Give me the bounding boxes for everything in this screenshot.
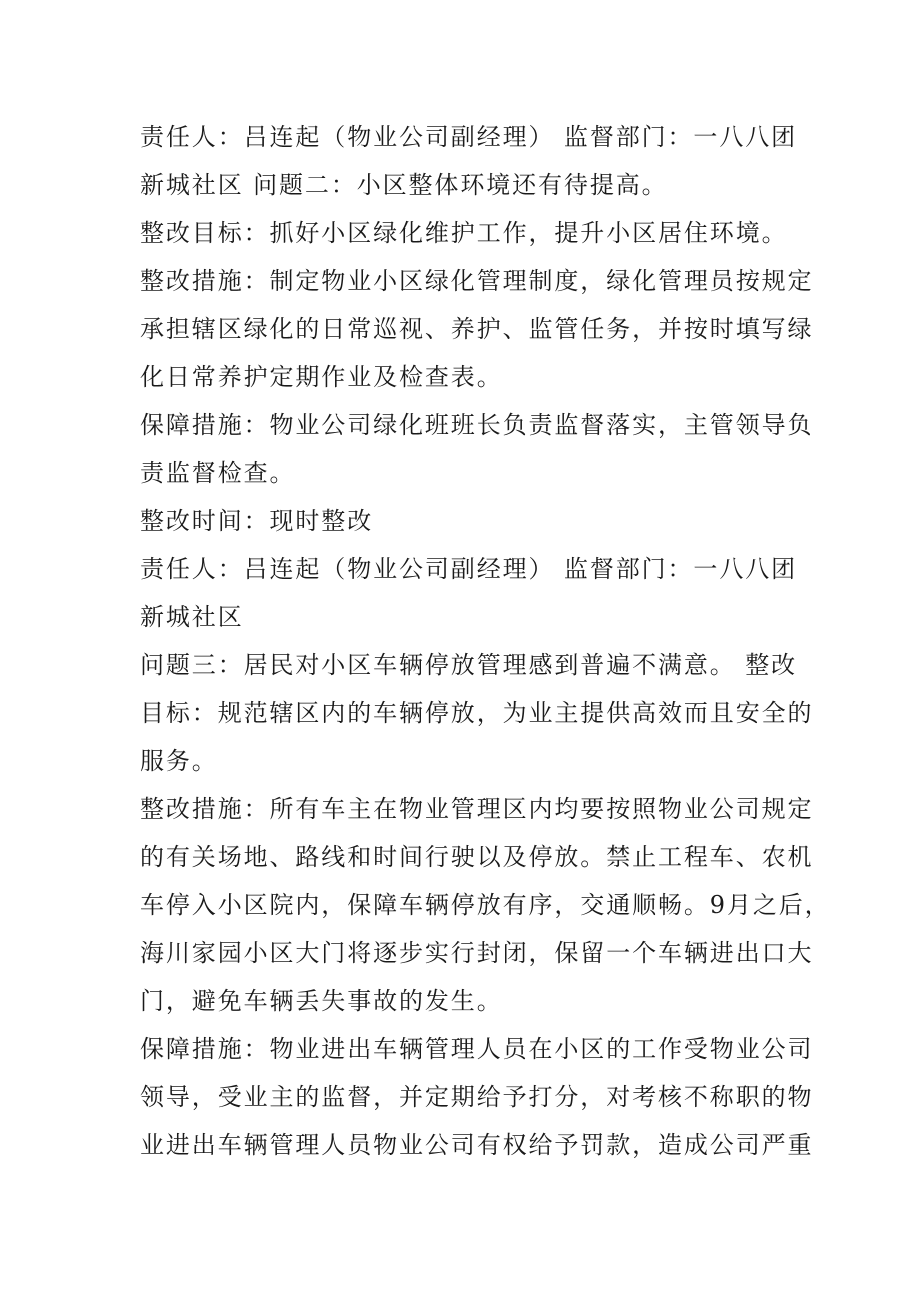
- text-line: 服务。: [140, 747, 218, 775]
- text-line: 整改措施：制定物业小区绿化管理制度，绿化管理员按规定: [140, 267, 814, 295]
- text-line: 保障措施：物业进出车辆管理人员在小区的工作受物业公司: [140, 1035, 814, 1063]
- text-line: 整改措施：所有车主在物业管理区内均要按照物业公司规定: [140, 795, 814, 823]
- text-line: 目标：规范辖区内的车辆停放，为业主提供高效而且安全的: [140, 699, 814, 727]
- text-line: 新城社区 问题二：小区整体环境还有待提高。: [140, 171, 668, 199]
- text-line: 海川家园小区大门将逐步实行封闭，保留一个车辆进出口大: [140, 939, 814, 967]
- text-line: 问题三：居民对小区车辆停放管理感到普遍不满意。 整改: [140, 651, 798, 679]
- text-line: 化日常养护定期作业及检查表。: [140, 363, 503, 391]
- text-line: 责任人：吕连起（物业公司副经理） 监督部门：一八八团: [140, 555, 798, 583]
- text-line: 领导，受业主的监督，并定期给予打分，对考核不称职的物: [140, 1083, 814, 1111]
- text-line: 承担辖区绿化的日常巡视、养护、监管任务，并按时填写绿: [140, 315, 814, 343]
- text-line: 责任人：吕连起（物业公司副经理） 监督部门：一八八团: [140, 123, 798, 151]
- text-line: 车停入小区院内，保障车辆停放有序，交通顺畅。9月之后，: [140, 891, 831, 919]
- text-line: 责监督检查。: [140, 459, 296, 487]
- text-line: 业进出车辆管理人员物业公司有权给予罚款，造成公司严重: [140, 1131, 814, 1159]
- text-line: 门，避免车辆丢失事故的发生。: [140, 987, 503, 1015]
- text-line: 的有关场地、路线和时间行驶以及停放。禁止工程车、农机: [140, 843, 814, 871]
- document-body: [140, 113, 831, 1169]
- text-line: 整改目标：抓好小区绿化维护工作，提升小区居住环境。: [140, 219, 788, 247]
- text-line: 整改时间：现时整改: [140, 507, 374, 535]
- text-line: 新城社区: [140, 603, 244, 631]
- text-line: 保障措施：物业公司绿化班班长负责监督落实，主管领导负: [140, 411, 814, 439]
